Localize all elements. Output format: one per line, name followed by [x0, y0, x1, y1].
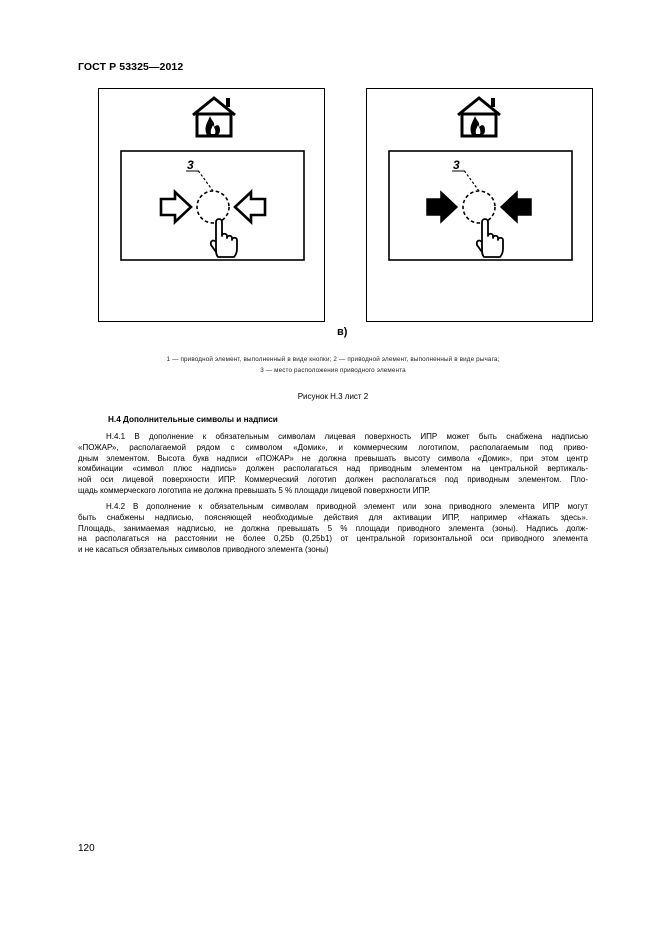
- marker-leader-line: [197, 169, 213, 191]
- actuator-zone-frame: [389, 151, 572, 260]
- paragraph-line: быть снабжены надписью, поясняющей необходимые действия для активации ИПР, например «Нажать здесь».: [78, 512, 588, 522]
- figure-caption: Рисунок Н.3 лист 2: [297, 392, 369, 401]
- arrow-right-filled-icon: [427, 192, 457, 222]
- paragraph-line: Площадь, занимаемая надписью, не должна превышать 5 % площади приводного элемента (зоны). Надпись долж-: [78, 523, 588, 533]
- dashed-circle-icon: [463, 191, 495, 223]
- house-fire-icon: [458, 98, 500, 136]
- paragraph-line: щадь коммерческого логотипа не должна превышать 5 % площади лицевой поверхности ИПР.: [78, 485, 431, 495]
- paragraph-h41: [78, 432, 588, 497]
- document-header: ГОСТ Р 53325—2012: [78, 61, 184, 73]
- pointing-hand-icon: [211, 219, 237, 257]
- paragraph-line: ной оси лицевой поверхности ИПР. Коммерческий логотип должен располагаться под приводным элементом. Пло-: [78, 475, 588, 485]
- paragraph-line: дным элементом. Высота букв надписи «ПОЖАР» не должна превышать высоту символа «Домик», при этом центр: [78, 453, 588, 463]
- figure-legend-line-1: 1 — приводной элемент, выполненный в виде кнопки; 2 — приводной элемент, выполненный в виде рычага;: [166, 356, 500, 363]
- house-fire-icon: [193, 98, 235, 136]
- arrow-right-outline-icon: [161, 192, 191, 222]
- figure-panel-right: [366, 88, 593, 322]
- paragraph-h42: [78, 502, 588, 556]
- paragraph-line: Н.4.1 В дополнение к обязательным символам лицевая поверхность ИПР может быть снабжена надписью: [106, 432, 588, 441]
- pointing-hand-icon: [477, 219, 503, 257]
- panel-right-drawing: [367, 89, 594, 323]
- paragraph-line: Н.4.2 В дополнение к обязательным символам приводной элемент или зона приводного элемента ИПР могут: [106, 502, 588, 511]
- marker-label: 3: [187, 158, 194, 172]
- figure-legend-line-2: 3 — место расположения приводного элемента: [260, 367, 406, 374]
- panel-left-drawing: [99, 89, 326, 323]
- arrow-left-outline-icon: [235, 192, 265, 222]
- paragraph-line: на располагаться на расстоянии не более 0,25b (0,25b1) от центральной горизонтальной оси приводного элемента: [78, 534, 588, 544]
- paragraph-line: «ПОЖАР», располагаемой рядом с символом «Домик», и коммерческим логотипом, располагаемым под приво-: [78, 442, 588, 452]
- dashed-circle-icon: [197, 191, 229, 223]
- section-title: Н.4 Дополнительные символы и надписи: [108, 415, 278, 424]
- paragraph-line: и не касаться обязательных символов приводного элемента (зоны): [78, 545, 329, 555]
- paragraph-line: комбинации «символ плюс надпись» должен располагаться над приводным элементом на центральной вертикаль-: [78, 464, 588, 474]
- arrow-left-filled-icon: [501, 192, 531, 222]
- figure-sub-label: в): [337, 326, 348, 338]
- page-number: 120: [78, 843, 95, 854]
- figure-panel-left: [98, 88, 325, 322]
- marker-leader-line: [463, 169, 479, 191]
- marker-label: 3: [453, 158, 460, 172]
- actuator-zone-frame: [121, 151, 304, 260]
